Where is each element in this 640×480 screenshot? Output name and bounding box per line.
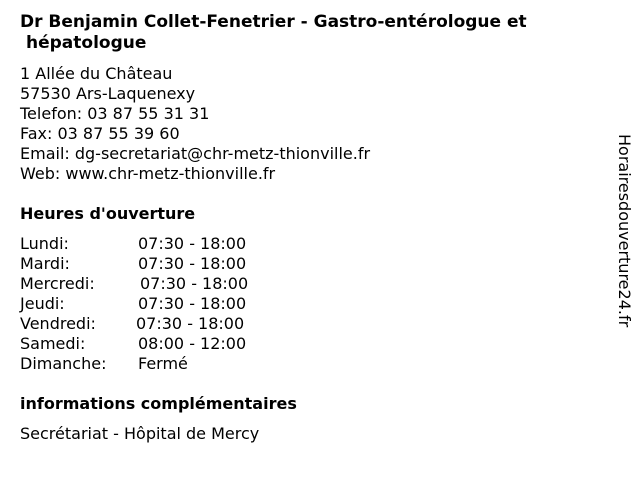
hours-row-monday xyxy=(20,234,248,254)
website-link: Web: www.chr-metz-thionville.fr xyxy=(20,164,276,183)
city-address: 57530 Ars-Laquenexy xyxy=(20,84,196,103)
contact-details xyxy=(20,64,370,184)
site-watermark: Horairesdouverture24.fr xyxy=(615,134,634,328)
additional-info-heading: informations complémentaires xyxy=(20,394,297,413)
email-address: Email: dg-secretariat@chr-metz-thionville.fr xyxy=(20,144,371,163)
hours-row-tuesday xyxy=(20,254,248,274)
time-range: 07:30 - 18:00 xyxy=(140,274,249,293)
hours-row-sunday xyxy=(20,354,248,374)
time-range: 07:30 - 18:00 xyxy=(136,314,245,333)
time-range: 07:30 - 18:00 xyxy=(138,234,247,253)
street-address: 1 Allée du Château xyxy=(20,64,173,83)
day-label: Dimanche: xyxy=(20,354,107,373)
page-title xyxy=(20,12,620,54)
opening-hours-table xyxy=(20,234,248,374)
hours-row-friday xyxy=(20,314,248,334)
opening-hours-heading: Heures d'ouverture xyxy=(20,204,196,223)
phone-number: Telefon: 03 87 55 31 31 xyxy=(20,104,210,123)
hours-row-saturday xyxy=(20,334,248,354)
hours-row-wednesday xyxy=(20,274,248,294)
additional-info-text: Secrétariat - Hôpital de Mercy xyxy=(20,424,260,443)
page-title-line-1: Dr Benjamin Collet-Fenetrier - Gastro-entérologue et xyxy=(20,12,527,32)
day-label: Samedi: xyxy=(20,334,86,353)
time-range: 07:30 - 18:00 xyxy=(138,294,247,313)
fax-number: Fax: 03 87 55 39 60 xyxy=(20,124,180,143)
page-title-line-2: hépatologue xyxy=(26,33,147,53)
day-label: Mercredi: xyxy=(20,274,95,293)
hours-row-thursday xyxy=(20,294,248,314)
time-range: 08:00 - 12:00 xyxy=(138,334,247,353)
day-label: Jeudi: xyxy=(20,294,65,313)
day-label: Lundi: xyxy=(20,234,69,253)
day-label: Mardi: xyxy=(20,254,70,273)
time-range: Fermé xyxy=(138,354,188,373)
day-label: Vendredi: xyxy=(20,314,96,333)
time-range: 07:30 - 18:00 xyxy=(138,254,247,273)
